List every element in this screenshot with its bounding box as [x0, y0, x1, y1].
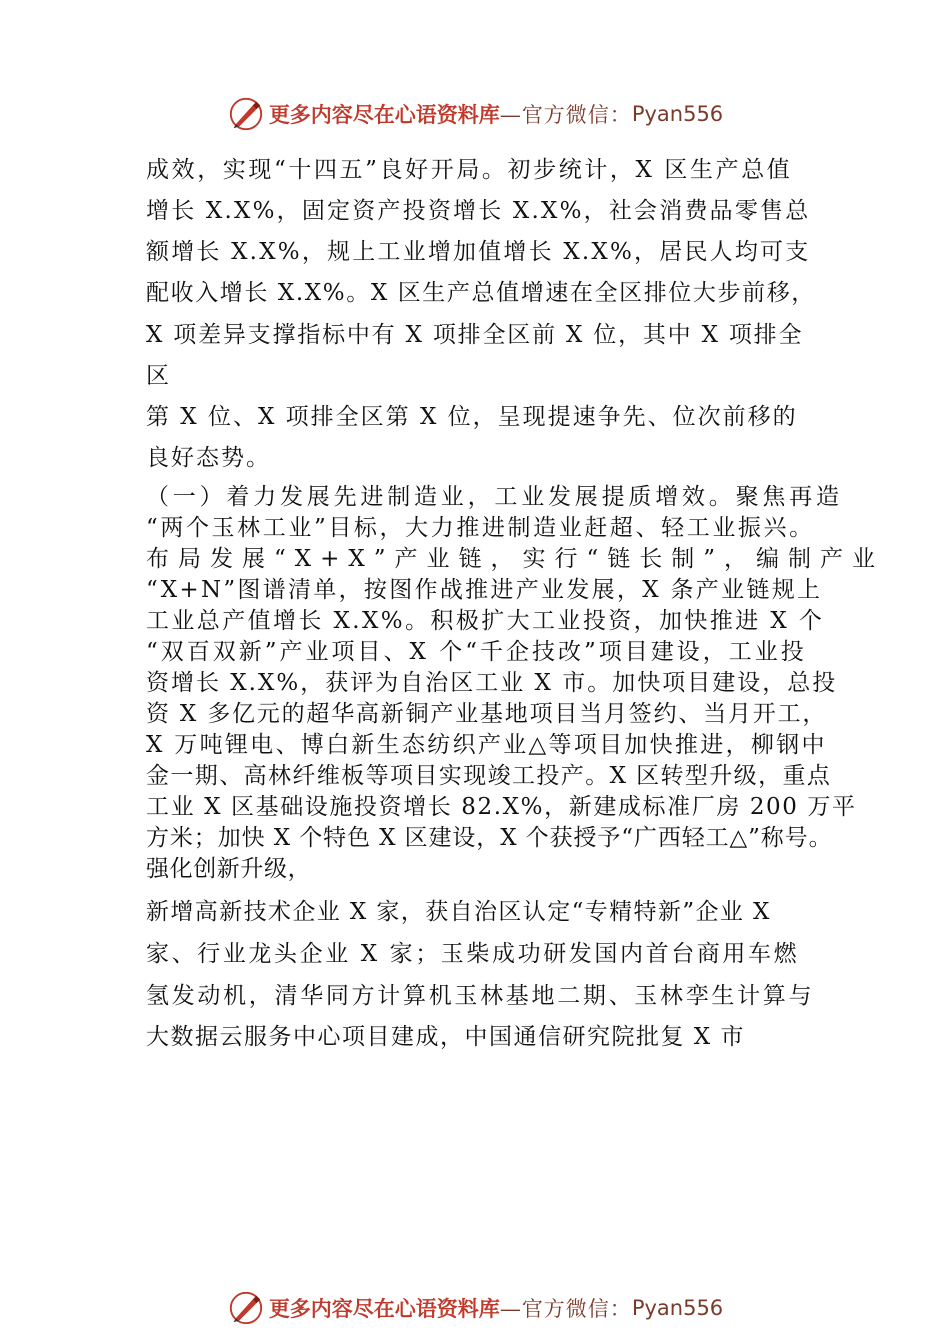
text-line: 金一期、高林纤维板等项目实现竣工投产。X 区转型升级，重点	[146, 763, 832, 789]
banner-title: 更多内容尽在心语资料库	[268, 1296, 500, 1321]
text-line: X 万吨锂电、博白新生态纺织产业△等项目加快推进，柳钢中	[146, 732, 827, 758]
text-line: 新增高新技术企业 X 家，获自治区认定“专精特新”企业 X	[146, 899, 771, 925]
text-line: 大数据云服务中心项目建成，中国通信研究院批复 X 市	[146, 1024, 745, 1050]
text-line: 工业 X 区基础设施投资增长 82.X%，新建成标准厂房 200 万平	[146, 794, 857, 820]
text-line: X 项差异支撑指标中有 X 项排全区前 X 位，其中 X 项排全	[146, 322, 804, 348]
text-line: 资增长 X.X%，获评为自治区工业 X 市。加快项目建设，总投	[146, 670, 838, 696]
text-line: 良好态势。	[146, 445, 271, 471]
text-line: 资 X 多亿元的超华高新铜产业基地项目当月签约、当月开工，	[146, 701, 828, 727]
banner-subtitle: —官方微信：	[499, 1297, 632, 1321]
pen-logo-icon	[227, 95, 265, 133]
banner-wechat-id: Pyan556	[631, 102, 724, 126]
footer-banner	[0, 1288, 950, 1328]
banner-title: 更多内容尽在心语资料库	[268, 102, 500, 127]
text-line: 强化创新升级，	[146, 856, 312, 882]
text-line: 家、行业龙头企业 X 家；玉柴成功研发国内首台商用车燃	[146, 941, 800, 967]
text-line: 工业总产值增长 X.X%。积极扩大工业投资，加快推进 X 个	[146, 608, 825, 634]
text-line: 配收入增长 X.X%。X 区生产总值增速在全区排位大步前移，	[146, 280, 816, 306]
text-line: “双百双新”产业项目、X 个“千企技改”项目建设，工业投	[146, 639, 807, 665]
text-line: 额增长 X.X%，规上工业增加值增长 X.X%，居民人均可支	[146, 239, 811, 265]
text-line: “X+N”图谱清单，按图作战推进产业发展，X 条产业链规上	[146, 577, 823, 603]
banner-subtitle: —官方微信：	[499, 103, 632, 127]
text-line: 布局发展“X+X”产业链，实行“链长制”，编制产业	[146, 546, 885, 572]
text-line: （一）着力发展先进制造业，工业发展提质增效。聚焦再造	[146, 484, 843, 510]
header-banner	[0, 94, 950, 134]
pen-logo-icon	[227, 1289, 265, 1327]
text-line: 第 X 位、X 项排全区第 X 位，呈现提速争先、位次前移的	[146, 404, 798, 430]
text-line: 成效，实现“十四五”良好开局。初步统计，X 区生产总值	[146, 157, 793, 183]
banner-wechat-id: Pyan556	[631, 1296, 724, 1320]
text-line: 氢发动机，清华同方计算机玉林基地二期、玉林孪生计算与	[146, 983, 815, 1009]
text-line: 增长 X.X%，固定资产投资增长 X.X%，社会消费品零售总	[146, 198, 811, 224]
text-line: “两个玉林工业”目标，大力推进制造业赶超、轻工业振兴。	[146, 515, 815, 541]
text-line: 方米；加快 X 个特色 X 区建设，X 个获授予“广西轻工△”称号。	[146, 825, 833, 851]
text-line: 区	[146, 363, 169, 389]
